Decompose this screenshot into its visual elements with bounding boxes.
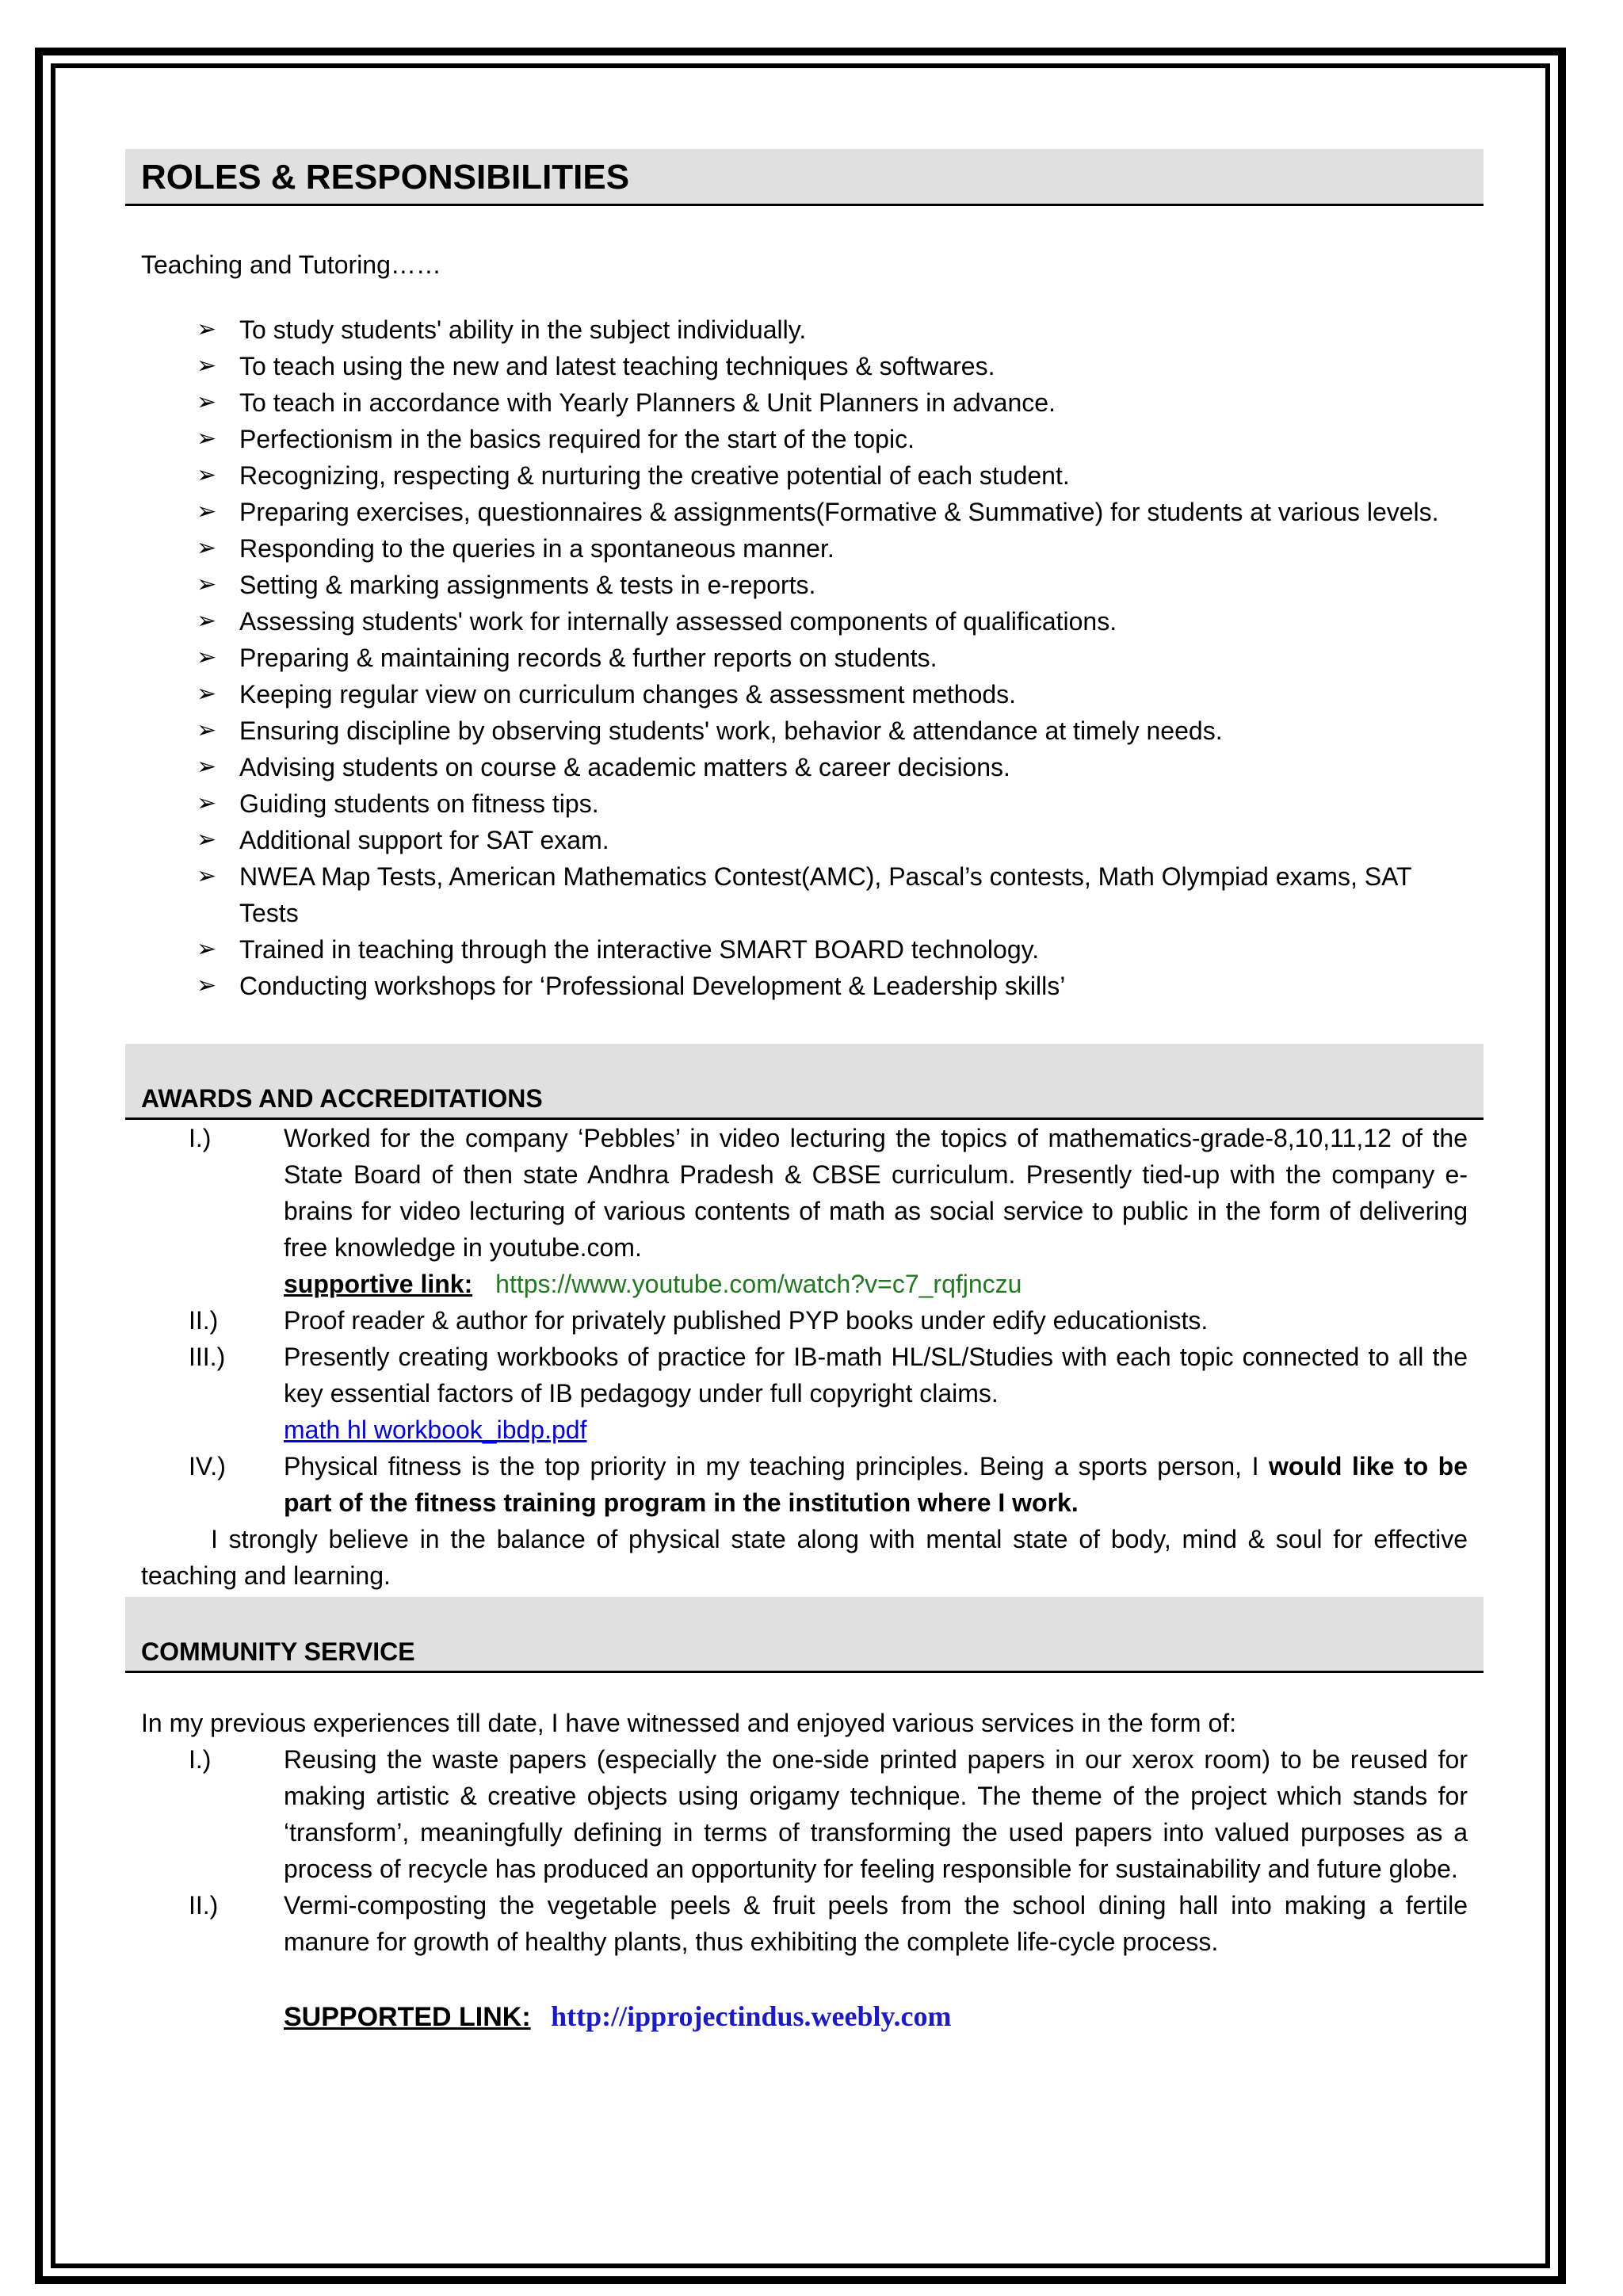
community-intro: In my previous experiences till date, I have witnessed and enjoyed various services in the form of: — [141, 1709, 1237, 1737]
role-item-text: Conducting workshops for ‘Professional Development & Leadership skills’ — [239, 972, 1066, 1000]
role-item — [197, 931, 1468, 968]
role-item — [197, 567, 1468, 603]
role-item — [197, 384, 1468, 421]
arrow-bullet-icon: ➢ — [197, 535, 217, 561]
role-item-text: Advising students on course & academic matters & career decisions. — [239, 753, 1010, 781]
role-item — [197, 421, 1468, 457]
award-num-4: IV.) — [189, 1452, 226, 1480]
community-text-1: Reusing the waste papers (especially the one-side printed papers in our xerox room) to be reused for making artistic & creative objects using origamy technique. The theme of the project which stands for ‘transform’, meaningfully defining in terms of transforming the used papers into valued purposes as a process of recycle has produced an opportunity for feeling responsible for sustainability and future globe. — [284, 1745, 1468, 1883]
arrow-bullet-icon: ➢ — [197, 426, 217, 452]
award-text-3: Presently creating workbooks of practice for IB-math HL/SL/Studies with each topic connected to all the key essential factors of IB pedagogy under full copyright claims. — [284, 1343, 1468, 1408]
arrow-bullet-icon: ➢ — [197, 972, 217, 999]
award-text-2: Proof reader & author for privately published PYP books under edify educationists. — [284, 1306, 1209, 1335]
role-item — [197, 749, 1468, 785]
role-item-text: Preparing exercises, questionnaires & assignments(Formative & Summative) for students at various levels. — [239, 498, 1439, 526]
weebly-link[interactable]: http://ipprojectindus.weebly.com — [551, 2000, 952, 2032]
supported-link-label: SUPPORTED LINK: — [284, 2002, 531, 2032]
arrow-bullet-icon: ➢ — [197, 353, 217, 379]
role-item-text: Setting & marking assignments & tests in e-reports. — [239, 571, 816, 599]
arrow-bullet-icon: ➢ — [197, 389, 217, 415]
community-item-2 — [141, 1887, 1468, 1960]
role-item-text: Guiding students on fitness tips. — [239, 789, 599, 818]
community-num-2: II.) — [189, 1891, 219, 1920]
roles-list — [125, 311, 1484, 1004]
role-item — [197, 785, 1468, 822]
role-item — [197, 348, 1468, 384]
roles-intro: Teaching and Tutoring…… — [141, 250, 441, 279]
community-num-1: I.) — [189, 1745, 212, 1774]
arrow-bullet-icon: ➢ — [197, 571, 217, 598]
role-item — [197, 640, 1468, 676]
role-item — [197, 457, 1468, 494]
role-item — [197, 494, 1468, 530]
role-item-text: To teach in accordance with Yearly Planners & Unit Planners in advance. — [239, 388, 1056, 417]
role-item-text: Assessing students' work for internally assessed components of qualifications. — [239, 607, 1117, 636]
arrow-bullet-icon: ➢ — [197, 827, 217, 853]
supported-link-line — [284, 2000, 1484, 2033]
role-item — [197, 603, 1468, 640]
role-item-text: To study students' ability in the subject individually. — [239, 315, 807, 344]
role-item-text: Responding to the queries in a spontaneous manner. — [239, 534, 834, 563]
supportive-link-label: supportive link: — [284, 1270, 473, 1298]
role-item — [197, 822, 1468, 858]
award-item-2 — [141, 1302, 1468, 1339]
arrow-bullet-icon: ➢ — [197, 754, 217, 780]
arrow-bullet-icon: ➢ — [197, 717, 217, 743]
community-item-1 — [141, 1741, 1468, 1887]
arrow-bullet-icon: ➢ — [197, 499, 217, 525]
arrow-bullet-icon: ➢ — [197, 936, 217, 962]
role-item-text: Preparing & maintaining records & further reports on students. — [239, 644, 938, 672]
role-item-text: Additional support for SAT exam. — [239, 826, 609, 854]
community-heading — [125, 1597, 1484, 1673]
document-body — [125, 149, 1484, 2033]
community-list — [125, 1741, 1484, 1960]
arrow-bullet-icon: ➢ — [197, 644, 217, 670]
award-text-4-bold: would like to be part of the fitness training program in the institution where I work. — [284, 1452, 1468, 1517]
role-item-text: To teach using the new and latest teaching techniques & softwares. — [239, 352, 995, 380]
role-item-text: Trained in teaching through the interactive SMART BOARD technology. — [239, 935, 1040, 964]
role-item — [197, 676, 1468, 712]
arrow-bullet-icon: ➢ — [197, 790, 217, 816]
community-heading-text: COMMUNITY SERVICE — [141, 1637, 415, 1666]
supportive-link-line — [284, 1266, 1468, 1302]
role-item — [197, 311, 1468, 348]
role-item — [197, 968, 1468, 1004]
roles-heading: ROLES & RESPONSIBILITIES — [125, 149, 1484, 206]
role-item-text: Ensuring discipline by observing students' work, behavior & attendance at timely needs. — [239, 716, 1223, 745]
award-text-1: Worked for the company ‘Pebbles’ in video lecturing the topics of mathematics-grade-8,10,11,12 of the State Board of then state Andhra Pradesh & CBSE curriculum. Presently tied-up with the company e-brains for video lecturing of various contents of math as social service to public in the form of delivering free knowledge in youtube.com. — [284, 1124, 1468, 1262]
awards-list — [125, 1120, 1484, 1521]
arrow-bullet-icon: ➢ — [197, 316, 217, 342]
workbook-pdf-link[interactable]: math hl workbook_ibdp.pdf — [284, 1415, 587, 1444]
role-item — [197, 712, 1468, 749]
award-item-4 — [141, 1448, 1468, 1521]
role-item-text: Recognizing, respecting & nurturing the creative potential of each student. — [239, 461, 1070, 490]
role-item — [197, 858, 1468, 931]
arrow-bullet-icon: ➢ — [197, 608, 217, 634]
awards-heading-text: AWARDS AND ACCREDITATIONS — [141, 1084, 543, 1113]
awards-heading — [125, 1044, 1484, 1120]
role-item — [197, 530, 1468, 567]
award-num-2: II.) — [189, 1306, 219, 1335]
arrow-bullet-icon: ➢ — [197, 681, 217, 707]
award-num-1: I.) — [189, 1124, 212, 1152]
community-text-2: Vermi-composting the vegetable peels & fruit peels from the school dining hall into making a fertile manure for growth of healthy plants, thus exhibiting the complete life-cycle process. — [284, 1891, 1468, 1956]
award-item-1 — [141, 1120, 1468, 1302]
role-item-text: Keeping regular view on curriculum changes & assessment methods. — [239, 680, 1017, 709]
role-item-text: NWEA Map Tests, American Mathematics Contest(AMC), Pascal’s contests, Math Olympiad exams, SAT Tests — [239, 862, 1412, 927]
awards-closing: I strongly believe in the balance of physical state along with mental state of body, mind & soul for effective teaching and learning. — [141, 1525, 1468, 1590]
role-item-text: Perfectionism in the basics required for the start of the topic. — [239, 425, 915, 453]
arrow-bullet-icon: ➢ — [197, 863, 217, 889]
award-num-3: III.) — [189, 1343, 226, 1371]
award-text-4: Physical fitness is the top priority in my teaching principles. Being a sports person, I — [284, 1452, 1270, 1480]
arrow-bullet-icon: ➢ — [197, 462, 217, 488]
award-item-3 — [141, 1339, 1468, 1448]
youtube-link[interactable]: https://www.youtube.com/watch?v=c7_rqfjnczu — [495, 1270, 1022, 1298]
